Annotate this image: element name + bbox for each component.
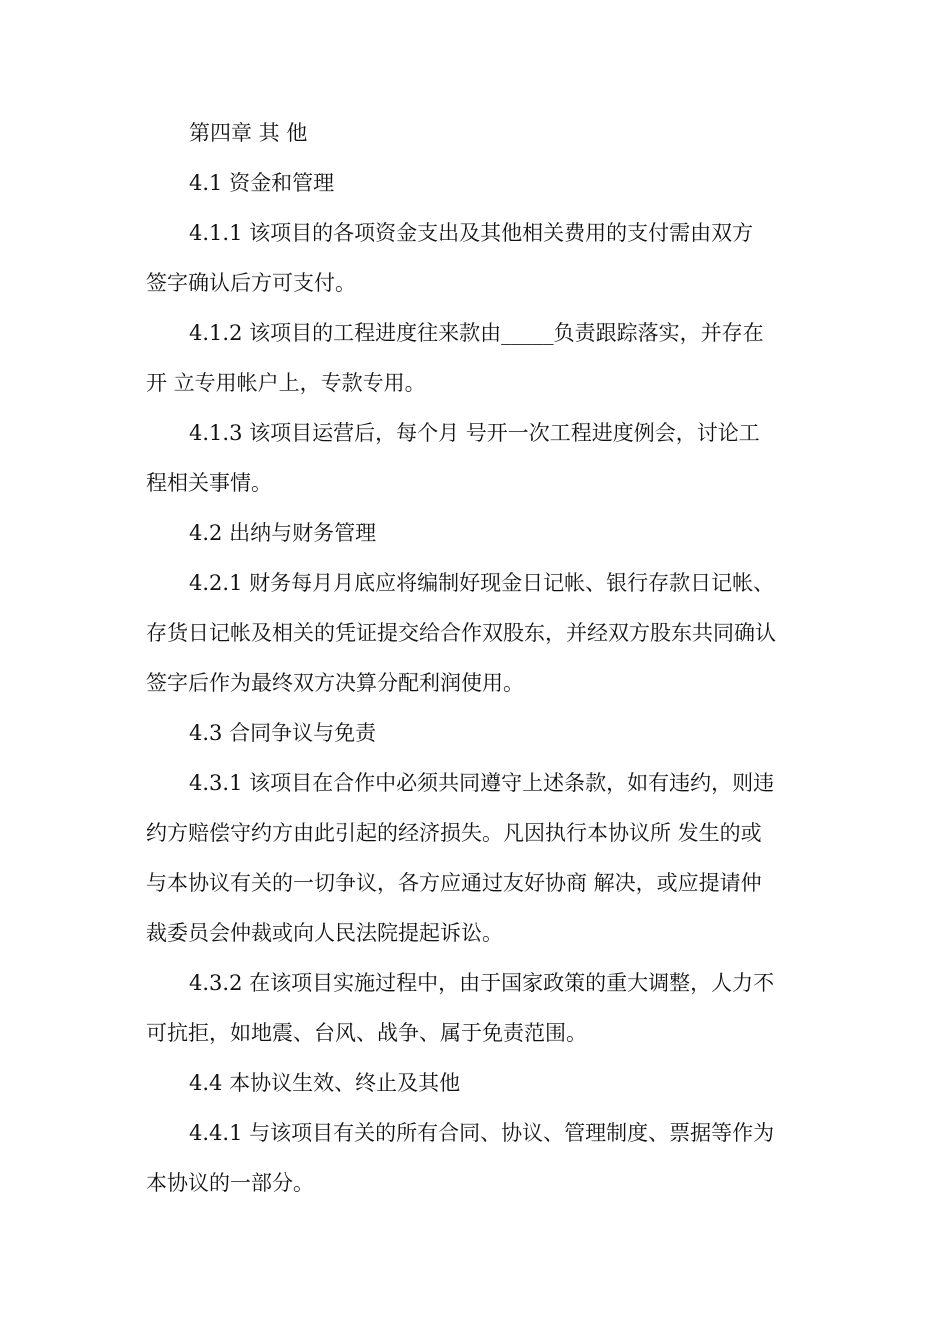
clause-4-2-1-line-1: 4.2.1 财务每月月底应将编制好现金日记帐、银行存款日记帐、: [189, 571, 775, 595]
clause-4-3-2-line-1: 4.3.2 在该项目实施过程中，由于国家政策的重大调整，人力不: [189, 971, 775, 995]
clause-4-4-1-line-2: 本协议的一部分。: [146, 1171, 314, 1195]
clause-4-1-2-line-2: 开 立专用帐户上，专款专用。: [146, 371, 426, 395]
clause-4-1-1-line-1: 4.1.1 该项目的各项资金支出及其他相关费用的支付需由双方: [189, 221, 754, 245]
section-heading-4-4: 4.4 本协议生效、终止及其他: [189, 1071, 461, 1095]
clause-4-2-1-line-3: 签字后作为最终双方决算分配利润使用。: [146, 671, 524, 695]
clause-4-4-1-line-1: 4.4.1 与该项目有关的所有合同、协议、管理制度、票据等作为: [189, 1121, 775, 1145]
clause-4-1-3-line-2: 程相关事情。: [146, 471, 272, 495]
clause-4-1-3-line-1: 4.1.3 该项目运营后，每个月 号开一次工程进度例会，讨论工: [189, 421, 760, 445]
clause-4-3-1-line-3: 与本协议有关的一切争议，各方应通过友好协商 解决，或应提请仲: [146, 871, 762, 895]
clause-4-1-1-line-2: 签字确认后方可支付。: [146, 271, 356, 295]
document-body: [146, 108, 810, 1208]
clause-4-3-1-line-4: 裁委员会仲裁或向人民法院提起诉讼。: [146, 921, 503, 945]
section-heading-4-2: 4.2 出纳与财务管理: [189, 521, 377, 545]
clause-4-3-1-line-2: 约方赔偿守约方由此引起的经济损失。凡因执行本协议所 发生的或: [146, 821, 762, 845]
clause-4-2-1-line-2: 存货日记帐及相关的凭证提交给合作双股东，并经双方股东共同确认: [146, 621, 776, 645]
section-heading-4-1: 4.1 资金和管理: [189, 171, 335, 195]
section-heading-4-3: 4.3 合同争议与免责: [189, 721, 377, 745]
clause-4-3-2-line-2: 可抗拒，如地震、台风、战争、属于免责范围。: [146, 1021, 587, 1045]
clause-4-1-2-line-1: 4.1.2 该项目的工程进度往来款由_____负责跟踪落实，并存在: [189, 321, 764, 345]
clause-4-3-1-line-1: 4.3.1 该项目在合作中必须共同遵守上述条款，如有违约，则违: [189, 771, 775, 795]
chapter-heading: 第四章 其 他: [189, 121, 308, 145]
